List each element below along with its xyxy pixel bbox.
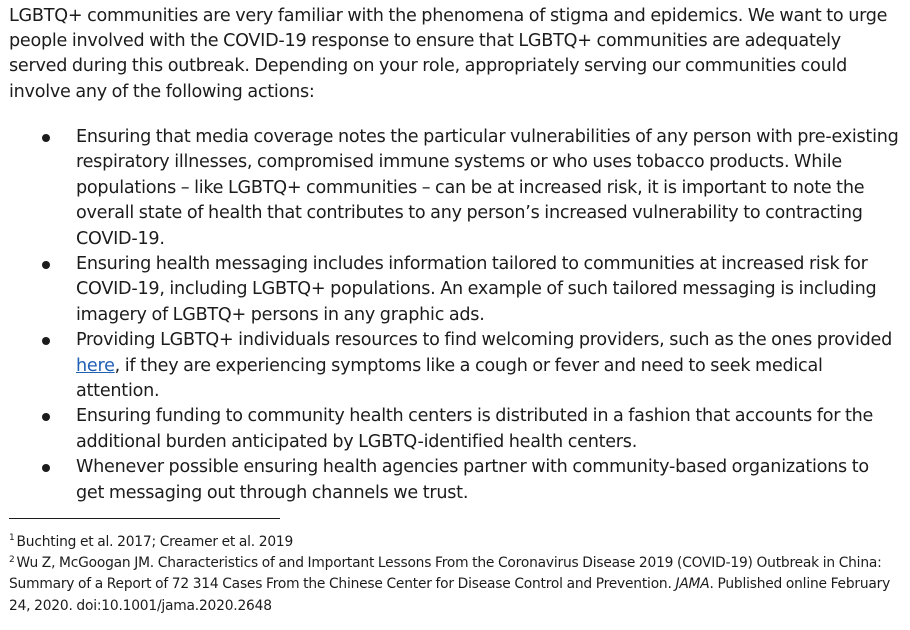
list-item-text: Whenever possible ensuring health agencies partner with community-based organizations to get messaging out through channels we trust.: [76, 457, 869, 503]
list-item: [9, 125, 899, 252]
intro-paragraph: LGBTQ+ communities are very familiar with the phenomena of stigma and epidemics. We want to urge people involved with the COVID-19 response to ensure that LGBTQ+ communities are adequately served during this outbreak. Depending on your role, appropriately serving our communities could involve any of the following actions:: [9, 6, 888, 102]
footnote-journal: JAMA: [675, 576, 710, 593]
list-item: [9, 328, 899, 404]
bullet-icon: [42, 261, 50, 269]
footnote-text-before: Wu Z, McGoogan JM. Characteristics of and Important Lessons From the Coronavirus Disease 2019 (COVID-19) Outbreak in China: Summary of a Report of 72 314 Cases From the Chinese Center for Disease Control and Prevention.: [9, 555, 882, 593]
list-item-text: Ensuring that media coverage notes the particular vulnerabilities of any person with pre-existing respiratory illnesses, compromised immune systems or who uses tobacco products. While populations – like LGBTQ+ communities – can be at increased risk, it is important to note the overall state of health that contributes to any person’s increased vulnerability to contracting COVID-19.: [76, 127, 899, 249]
footnote-text: Buchting et al. 2017; Creamer et al. 2019: [16, 534, 294, 550]
document-page: [9, 4, 899, 503]
footnotes: [9, 532, 899, 617]
bullet-icon: [42, 413, 50, 421]
footnote-text-after: . Published online February 24, 2020. doi:10.1001/jama.2020.2648: [9, 576, 891, 614]
list-item-text-after: , if they are experiencing symptoms like a cough or fever and need to seek medical attention.: [76, 355, 823, 402]
list-item: [9, 252, 899, 328]
list-item-text: Ensuring health messaging includes information tailored to communities at increased risk for COVID-19, including LGBTQ+ populations. An example of such tailored messaging is including imagery of LGBTQ+ persons in any graphic ads.: [76, 254, 877, 325]
action-list: [9, 125, 899, 506]
list-item: [9, 455, 899, 506]
list-item-text: Ensuring funding to community health centers is distributed in a fashion that accounts for the additional burden anticipated by LGBTQ-identified health centers.: [76, 406, 874, 452]
list-item-text-before: Providing LGBTQ+ individuals resources to find welcoming providers, such as the ones provided: [76, 330, 893, 351]
list-item: [9, 404, 899, 455]
bullet-icon: [42, 464, 50, 472]
footnote-marker: 2: [9, 554, 15, 565]
footnote-1: [9, 532, 899, 553]
bullet-icon: [42, 134, 50, 142]
bullet-icon: [42, 337, 50, 345]
footnote-divider: [9, 518, 280, 519]
footnote-marker: 1: [9, 533, 15, 544]
providers-link[interactable]: here: [76, 355, 115, 376]
footnote-2: [9, 553, 899, 617]
